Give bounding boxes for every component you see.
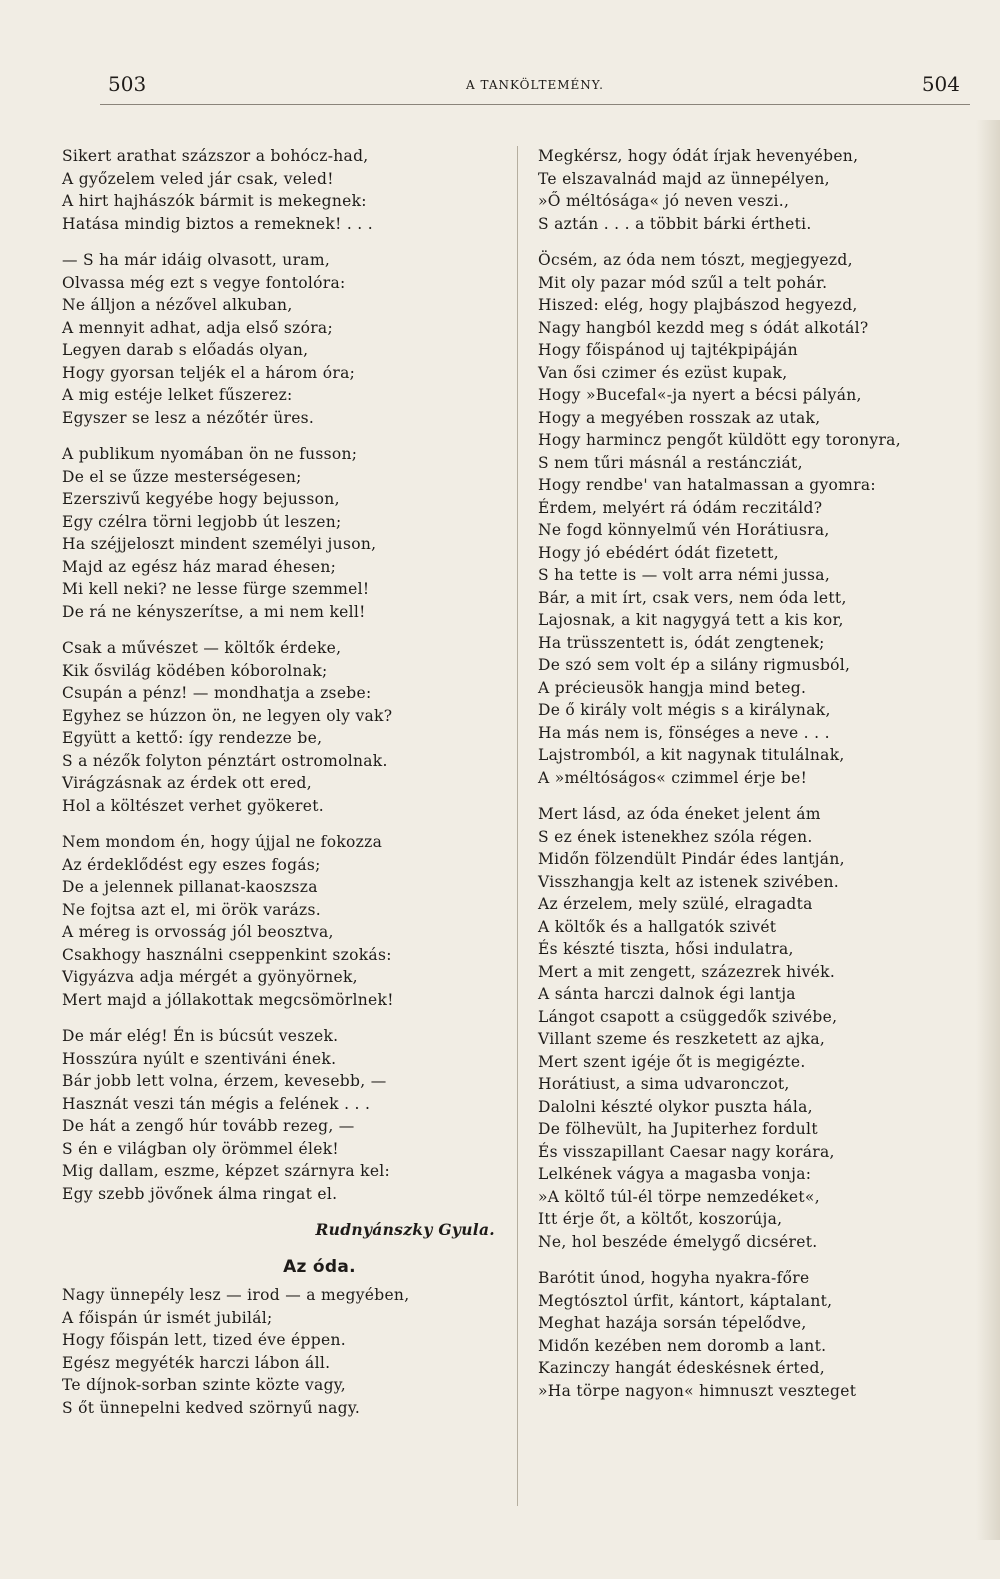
stanza bbox=[62, 145, 507, 235]
verse-line: Visszhangja kelt az istenek szivében. bbox=[538, 872, 839, 891]
verse-line: S én e világban oly örömmel élek! bbox=[62, 1139, 339, 1158]
verse-line: Csakhogy használni cseppenkint szokás: bbox=[62, 945, 392, 964]
verse-line: Van ősi czimer és ezüst kupak, bbox=[538, 363, 788, 382]
verse-line: Ne fogd könnyelmű vén Horátiusra, bbox=[538, 521, 830, 539]
verse-line: Együtt a kettő: így rendezze be, bbox=[62, 729, 323, 747]
verse-line: Mig dallam, eszme, képzet szárnyra kel: bbox=[62, 1162, 391, 1180]
verse-line: Te elszavalnád majd az ünnepélyen, bbox=[538, 169, 830, 188]
verse-line: Meghat hazája sorsán tépelődve, bbox=[538, 1314, 807, 1332]
verse-line: Kik ősvilág ködében kóborolnak; bbox=[62, 661, 328, 680]
verse-line: Hogy harmincz pengőt küldött egy toronyra, bbox=[538, 431, 901, 449]
verse-line: Hogy főispán lett, tized éve éppen. bbox=[62, 1331, 346, 1349]
verse-line: Vigyázva adja mérgét a gyönyörnek, bbox=[62, 968, 358, 986]
page-edge-shadow bbox=[976, 120, 1000, 1540]
column-divider bbox=[517, 146, 518, 1506]
verse-line: S a nézők folyton pénztárt ostromolnak. bbox=[62, 751, 388, 770]
verse-line: De el se űzze mesterségesen; bbox=[62, 467, 302, 486]
verse-line: Ha trüsszentett is, ódát zengtenek; bbox=[538, 633, 825, 652]
verse-line: De fölhevült, ha Jupiterhez fordult bbox=[538, 1120, 818, 1138]
verse-line: Te díjnok-sorban szinte közte vagy, bbox=[62, 1376, 347, 1394]
stanza bbox=[62, 1284, 507, 1419]
verse-line: A »méltóságos« czimmel érje be! bbox=[538, 768, 808, 787]
verse-line: »Ha törpe nagyon« himnuszt veszteget bbox=[538, 1381, 857, 1400]
verse-line: Megkérsz, hogy ódát írjak hevenyében, bbox=[538, 147, 859, 165]
verse-line: Csupán a pénz! — mondhatja a zsebe: bbox=[62, 684, 372, 702]
verse-line: Az érzelem, mely szülé, elragadta bbox=[538, 895, 813, 913]
verse-line: Csak a művészet — költők érdeke, bbox=[62, 639, 342, 657]
verse-line: — S ha már idáig olvasott, uram, bbox=[62, 251, 331, 269]
verse-line: Nagy ünnepély lesz — irod — a megyében, bbox=[62, 1286, 410, 1304]
verse-line: Itt érje őt, a költőt, koszorúja, bbox=[538, 1210, 783, 1228]
verse-line: Lajosnak, a kit nagygyá tett a kis kor, bbox=[538, 611, 844, 629]
verse-line: Hasznát veszi tán mégis a felének . . . bbox=[62, 1094, 371, 1113]
verse-line: Hatása mindig biztos a remeknek! . . . bbox=[62, 214, 373, 233]
second-poem-stanzas bbox=[62, 1284, 507, 1419]
stanza bbox=[538, 249, 968, 789]
verse-line: Mert a mit zengett, százezrek hivék. bbox=[538, 962, 836, 981]
left-page-number: 503 bbox=[108, 72, 147, 96]
stanza bbox=[62, 249, 507, 429]
left-poem-stanzas bbox=[62, 145, 507, 1205]
verse-line: A précieusök hangja mind beteg. bbox=[538, 678, 807, 697]
header-rule bbox=[100, 104, 970, 105]
verse-line: S ha tette is — volt arra némi jussa, bbox=[538, 566, 831, 584]
verse-line: A hirt hajhászók bármit is mekegnek: bbox=[62, 192, 367, 210]
left-column bbox=[62, 145, 507, 1433]
verse-line: Legyen darab s előadás olyan, bbox=[62, 341, 309, 359]
verse-line: Hiszed: elég, hogy plajbászod hegyezd, bbox=[538, 296, 858, 314]
stanza bbox=[62, 637, 507, 817]
verse-line: S aztán . . . a többit bárki értheti. bbox=[538, 214, 812, 233]
verse-line: Megtósztol úrfit, kántort, káptalant, bbox=[538, 1291, 833, 1310]
verse-line: S ez ének istenekhez szóla régen. bbox=[538, 827, 813, 846]
verse-line: Lángot csapott a csüggedők szivébe, bbox=[538, 1007, 838, 1026]
verse-line: Ne, hol beszéde émelygő dicséret. bbox=[538, 1232, 818, 1251]
verse-line: Hogy »Bucefal«-ja nyert a bécsi pályán, bbox=[538, 386, 862, 404]
verse-line: Egy czélra törni legjobb út leszen; bbox=[62, 512, 342, 531]
verse-line: Lelkének vágya a magasba vonja: bbox=[538, 1165, 812, 1183]
verse-line: Hogy a megyében rosszak az utak, bbox=[538, 408, 821, 427]
verse-line: Bár jobb lett volna, érzem, kevesebb, — bbox=[62, 1072, 387, 1090]
verse-line: Horátiust, a sima udvaronczot, bbox=[538, 1075, 790, 1093]
verse-line: De már elég! Én is búcsút veszek. bbox=[62, 1027, 339, 1045]
verse-line: Majd az egész ház marad éhesen; bbox=[62, 557, 337, 576]
page-header bbox=[100, 72, 970, 102]
verse-line: Ha széjjeloszt mindent személyi juson, bbox=[62, 535, 377, 553]
verse-line: Midőn kezében nem doromb a lant. bbox=[538, 1336, 827, 1355]
verse-line: És visszapillant Caesar nagy korára, bbox=[538, 1142, 835, 1161]
verse-line: Hosszúra nyúlt e szentiváni ének. bbox=[62, 1049, 337, 1068]
verse-line: És készté tiszta, hősi indulatra, bbox=[538, 940, 794, 958]
verse-line: Hogy rendbe' van hatalmassan a gyomra: bbox=[538, 476, 876, 494]
verse-line: »Ő méltósága« jó neven veszi., bbox=[538, 192, 790, 210]
verse-line: Hogy főispánod uj tajtékpipáján bbox=[538, 341, 798, 359]
stanza bbox=[62, 1025, 507, 1205]
verse-line: De ő király volt mégis s a királynak, bbox=[538, 701, 831, 719]
verse-line: Virágzásnak az érdek ott ered, bbox=[62, 774, 313, 792]
poem-title: Az óda. bbox=[283, 1256, 356, 1277]
verse-line: Egész megyéték harczi lábon áll. bbox=[62, 1353, 331, 1372]
verse-line: Mert lásd, az óda éneket jelent ám bbox=[538, 805, 821, 823]
verse-line: Érdem, melyért rá ódám reczitáld? bbox=[538, 498, 823, 517]
verse-line: Mi kell neki? ne lesse fürge szemmel! bbox=[62, 580, 370, 598]
verse-line: A mennyit adhat, adja első szóra; bbox=[62, 318, 334, 337]
verse-line: De a jelennek pillanat-kaoszsza bbox=[62, 878, 318, 896]
verse-line: A méreg is orvosság jól beosztva, bbox=[62, 923, 334, 941]
verse-line: Ne fojtsa azt el, mi örök varázs. bbox=[62, 900, 322, 919]
verse-line: A sánta harczi dalnok égi lantja bbox=[538, 985, 796, 1003]
verse-line: A mig estéje lelket fűszerez: bbox=[62, 386, 293, 404]
right-column bbox=[538, 145, 968, 1416]
verse-line: Nagy hangból kezdd meg s ódát alkotál? bbox=[538, 318, 869, 337]
verse-line: Lajstromból, a kit nagynak titulálnak, bbox=[538, 746, 845, 764]
verse-line: Villant szeme és reszketett az ajka, bbox=[538, 1030, 826, 1048]
verse-line: Egyhez se húzzon ön, ne legyen oly vak? bbox=[62, 706, 393, 725]
stanza bbox=[538, 1267, 968, 1402]
verse-line: A főispán úr ismét jubilál; bbox=[62, 1308, 273, 1327]
verse-line: Mert szent igéje őt is megigézte. bbox=[538, 1052, 806, 1071]
verse-line: Kazinczy hangát édeskésnek érted, bbox=[538, 1359, 825, 1377]
author-signature: Rudnyánszky Gyula. bbox=[315, 1220, 495, 1239]
verse-line: Nem mondom én, hogy újjal ne fokozza bbox=[62, 833, 383, 851]
verse-line: Olvassa még ezt s vegye fontolóra: bbox=[62, 273, 346, 292]
stanza bbox=[538, 145, 968, 235]
verse-line: Hogy jó ebédért ódát fizetett, bbox=[538, 543, 779, 562]
verse-line: A győzelem veled jár csak, veled! bbox=[62, 169, 334, 188]
verse-line: Az érdeklődést egy eszes fogás; bbox=[62, 855, 321, 874]
right-page-number: 504 bbox=[921, 72, 960, 96]
verse-line: Egyszer se lesz a nézőtér üres. bbox=[62, 408, 315, 427]
verse-line: Öcsém, az óda nem tószt, megjegyezd, bbox=[538, 251, 853, 269]
verse-line: A költők és a hallgatók szivét bbox=[538, 917, 777, 936]
verse-line: Mit oly pazar mód szűl a telt pohár. bbox=[538, 273, 828, 292]
verse-line: Midőn fölzendült Pindár édes lantján, bbox=[538, 850, 845, 868]
right-poem-stanzas bbox=[538, 145, 968, 1402]
running-title: A TANKÖLTEMÉNY. bbox=[466, 78, 604, 92]
verse-line: Bár, a mit írt, csak vers, nem óda lett, bbox=[538, 588, 847, 607]
verse-line: Hol a költészet verhet gyökeret. bbox=[62, 796, 324, 815]
verse-line: S nem tűri másnál a restáncziát, bbox=[538, 453, 803, 472]
verse-line: »A költő túl-él törpe nemzedéket«, bbox=[538, 1187, 820, 1206]
verse-line: Ha más nem is, fönséges a neve . . . bbox=[538, 723, 830, 742]
verse-line: De szó sem volt ép a silány rigmusból, bbox=[538, 656, 851, 674]
verse-line: Sikert arathat százszor a bohócz-had, bbox=[62, 147, 369, 165]
verse-line: A publikum nyomában ön ne fusson; bbox=[62, 445, 358, 463]
verse-line: Barótit únod, hogyha nyakra-főre bbox=[538, 1269, 810, 1287]
stanza bbox=[62, 831, 507, 1011]
verse-line: De rá ne kényszerítse, a mi nem kell! bbox=[62, 602, 366, 621]
verse-line: Hogy gyorsan teljék el a három óra; bbox=[62, 363, 356, 382]
verse-line: Mert majd a jóllakottak megcsömörlnek! bbox=[62, 990, 394, 1009]
verse-line: S őt ünnepelni kedved szörnyű nagy. bbox=[62, 1398, 361, 1417]
verse-line: Ezerszivű kegyébe hogy bejusson, bbox=[62, 490, 340, 508]
stanza bbox=[538, 803, 968, 1253]
stanza bbox=[62, 443, 507, 623]
verse-line: De hát a zengő húr tovább rezeg, — bbox=[62, 1117, 355, 1135]
verse-line: Dalolni készté olykor puszta hála, bbox=[538, 1097, 813, 1116]
verse-line: Egy szebb jövőnek álma ringat el. bbox=[62, 1184, 338, 1203]
verse-line: Ne álljon a nézővel alkuban, bbox=[62, 296, 293, 314]
